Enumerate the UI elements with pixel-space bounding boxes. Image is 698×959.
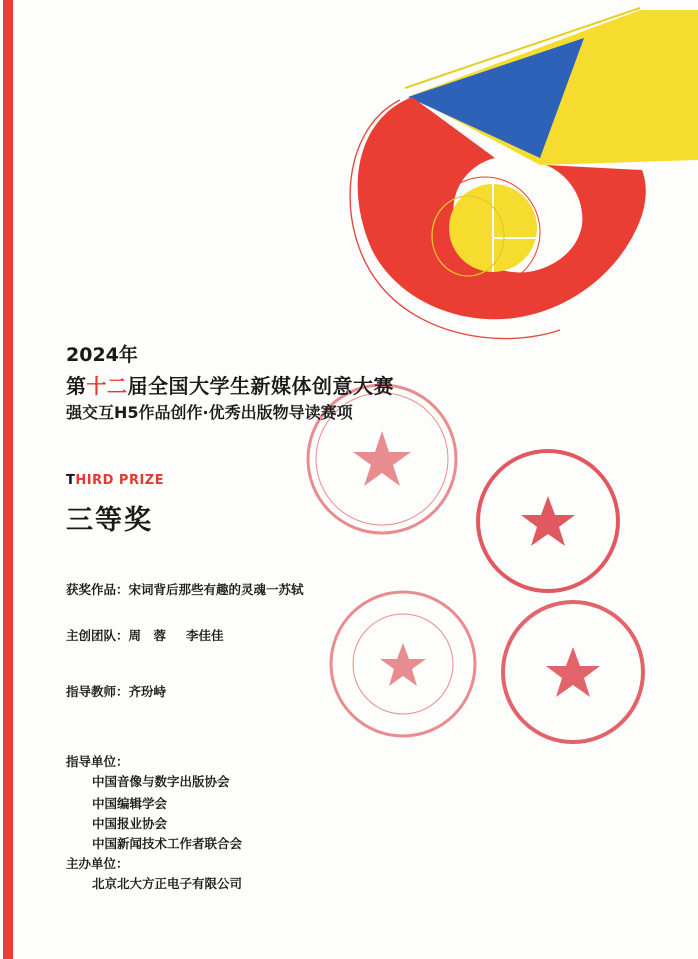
title-session-number: 十二 (86, 374, 128, 398)
year-heading: 2024年 (66, 344, 138, 366)
competition-title (66, 370, 394, 399)
prize-english (66, 473, 164, 488)
competition-subtitle: 强交互H5作品创作·优秀出版物导读赛项 (66, 403, 353, 422)
host-units-label: 主办单位： (66, 856, 129, 871)
left-red-bar (3, 0, 13, 959)
host-unit-item: 北京北大方正电子有限公司 (92, 876, 243, 891)
guide-unit-item: 中国编辑学会 (92, 796, 168, 811)
guide-units-label: 指导单位： (66, 754, 129, 769)
title-suffix: 届全国大学生新媒体创意大赛 (127, 374, 394, 398)
team-member-2: 李佳佳 (186, 628, 224, 643)
prize-chinese: 三等奖 (66, 505, 153, 536)
prize-english-rest: HIRD PRIZE (75, 473, 165, 488)
stamp-editors-society (478, 451, 618, 591)
team-label: 主创团队：周 蓉 (66, 628, 167, 643)
stamp-news-tech-association (503, 602, 643, 742)
creative-team-line (66, 626, 224, 644)
award-work-line: 获奖作品：宋词背后那些有趣的灵魂一苏轼 (66, 582, 304, 597)
guide-unit-item: 中国音像与数字出版协会 (92, 774, 230, 789)
title-prefix: 第 (66, 374, 87, 398)
guide-unit-item: 中国报业协会 (92, 816, 168, 831)
prize-english-initial: T (66, 473, 76, 488)
instructor-line: 指导教师：齐玢峙 (66, 684, 167, 699)
guide-unit-item: 中国新闻技术工作者联合会 (92, 836, 243, 851)
decorative-geometric-graphic (340, 0, 698, 360)
stamp-founder-electronics (331, 592, 475, 736)
